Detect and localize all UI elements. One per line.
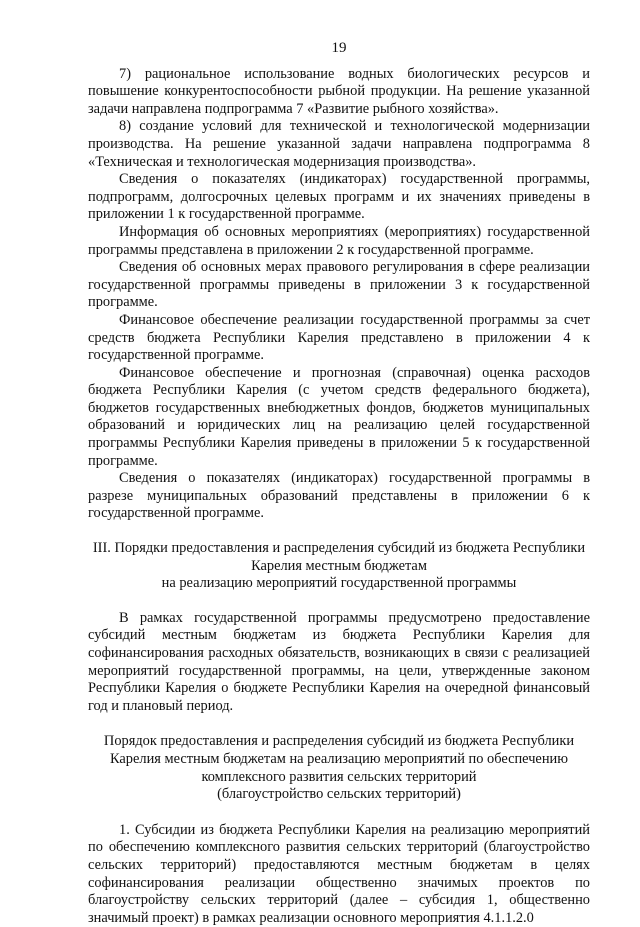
order-paragraph: 1. Субсидии из бюджета Республики Карелия на реализацию мероприятий по обеспечению комплексного развития сельских территорий (благоустройство сельских территорий) предоставляются местным бюджетам в целях софинансирования реализации общественно значимых проектов по благоустройству сельских территорий (далее – субсидия 1, общественно значимый проект) в рамках реализации основного мероприятия 4.1.1.2.0 [88, 821, 590, 926]
page-number: 19 [331, 40, 347, 56]
paragraph-legal-measures: Сведения об основных мерах правового регулирования в сфере реализации государственной программы приведены в приложении 3 к государственной программе. [88, 259, 590, 311]
spacer [88, 715, 590, 733]
order-heading-line: (благоустройство сельских территорий) [217, 786, 461, 803]
paragraph-activities: Информация об основных мероприятиях (мероприятиях) государственной программы представлена в приложении 2 к государственной программе. [88, 223, 590, 258]
order-heading-line: комплексного развития сельских территорий [201, 768, 477, 785]
paragraph-item-8: 8) создание условий для технической и технологической модернизации производства. На решение указанной задачи направлена подпрограмма 8 «Техническая и технологическая модернизация производства». [88, 118, 590, 170]
paragraph-indicators: Сведения о показателях (индикаторах) государственной программы, подпрограмм, долгосрочных целевых программ и их значениях приведены в приложении 1 к государственной программе. [88, 171, 590, 223]
spacer [88, 523, 590, 540]
document-page [88, 40, 590, 927]
order-heading-line: Карелия местным бюджетам на реализацию мероприятий по обеспечению [110, 750, 568, 767]
order-heading-line: Порядок предоставления и распределения субсидий из бюджета Республики [103, 733, 575, 750]
section-heading [88, 540, 590, 593]
section-heading-line: на реализацию мероприятий государственной программы [161, 575, 517, 592]
spacer [88, 804, 590, 822]
paragraph-municipal: Сведения о показателях (индикаторах) государственной программы в разрезе муниципальных образований представлены в приложении 6 к государственной программе. [88, 470, 590, 522]
section-heading-line: Карелия местным бюджетам [251, 557, 427, 574]
section-heading-line: III. Порядки предоставления и распределения субсидий из бюджета Республики [92, 540, 586, 557]
section-paragraph: В рамках государственной программы предусмотрено предоставление субсидий местным бюджетам из бюджета Республики Карелия для софинансирования расходных обязательств, возникающих в связи с реализацией мероприятий государственной программы, на цели, утвержденные законом Республики Карелия о бюджете Республики Карелия на очередной финансовый год и плановый период. [88, 609, 590, 714]
paragraph-forecast: Финансовое обеспечение и прогнозная (справочная) оценка расходов бюджета Республики Карелия (с учетом средств федерального бюджета), бюджетов государственных внебюджетных фондов, бюджетов муниципальных образований и юридических лиц на реализацию целей государственной программы Республики Карелия приведены в приложении 5 к государственной программе. [88, 364, 590, 469]
spacer [88, 593, 590, 610]
paragraph-item-7: 7) рациональное использование водных биологических ресурсов и повышение конкурентоспособности рыбной продукции. На решение указанной задачи направлена подпрограмма 7 «Развитие рыбного хозяйства». [88, 65, 590, 117]
paragraph-financing: Финансовое обеспечение реализации государственной программы за счет средств бюджета Республики Карелия представлено в приложении 4 к государственной программе. [88, 311, 590, 364]
order-heading [88, 733, 590, 803]
